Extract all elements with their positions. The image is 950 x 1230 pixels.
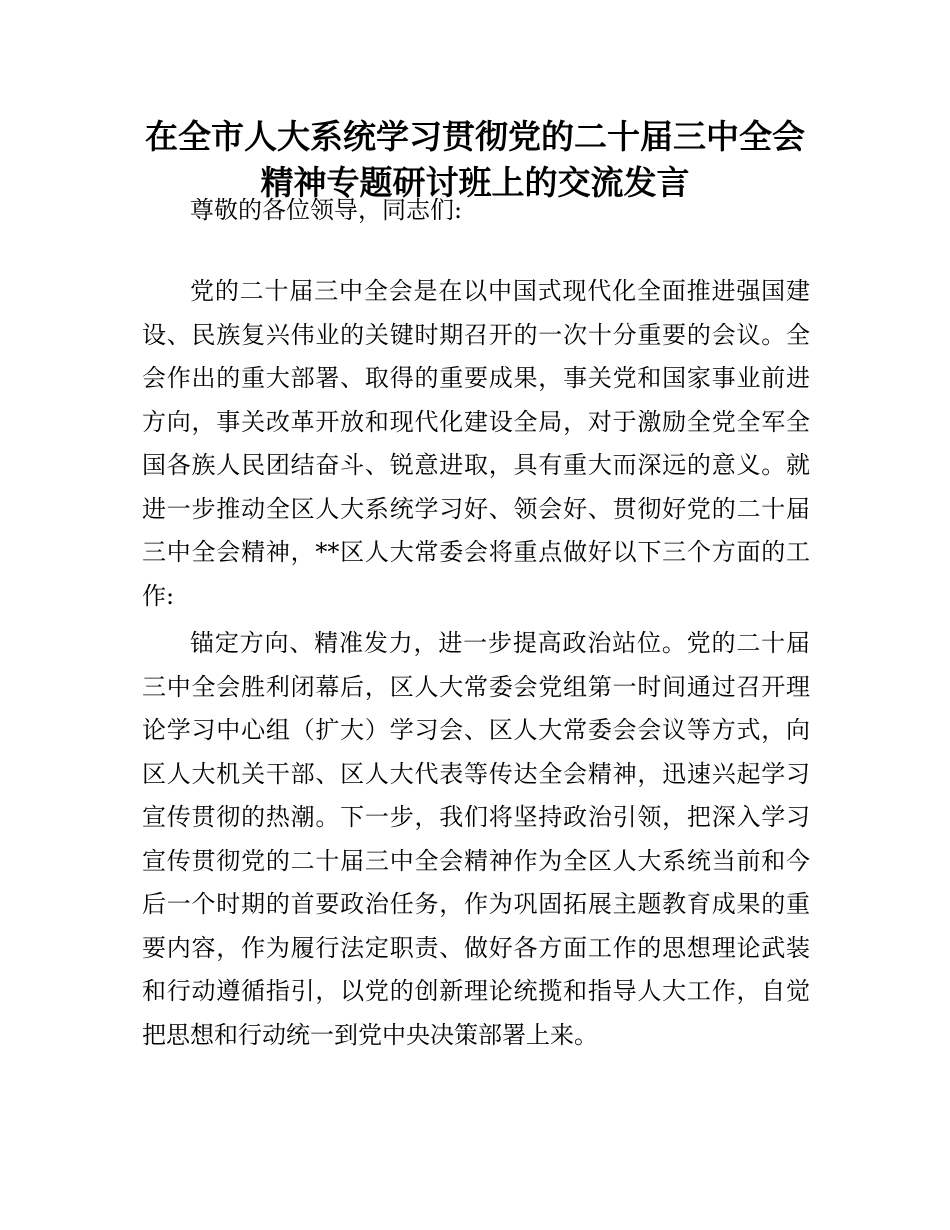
section-one-paragraph: 锚定方向、精准发力，进一步提高政治站位。党的二十届三中全会胜利闭幕后，区人大常委会党组第一时间通过召开理论学习中心组（扩大）学习会、区人大常委会会议等方式，向区人大机关干部、区人大代表等传达全会精神，迅速兴起学习宣传贯彻的热潮。下一步，我们将坚持政治引领，把深入学习宣传贯彻党的二十届三中全会精神作为全区人大系统当前和今后一个时期的首要政治任务，作为巩固拓展主题教育成果的重要内容，作为履行法定职责、做好各方面工作的思想理论武装和行动遵循指引，以党的创新理论统揽和指导人大工作，自觉把思想和行动统一到党中央决策部署上来。: [142, 629, 810, 1049]
document-title-line-2: 精神专题研讨班上的交流发言: [260, 163, 690, 202]
intro-paragraph: 党的二十届三中全会是在以中国式现代化全面推进强国建设、民族复兴伟业的关键时期召开的一次十分重要的会议。全会作出的重大部署、取得的重要成果，事关党和国家事业前进方向，事关改革开放和现代化建设全局，对于激励全党全军全国各族人民团结奋斗、锐意进取，具有重大而深远的意义。就进一步推动全区人大系统学习好、领会好、贯彻好党的二十届三中全会精神，**区人大常委会将重点做好以下三个方面的工作:: [142, 277, 810, 610]
document-title-line-1: 在全市人大系统学习贯彻党的二十届三中全会: [145, 117, 805, 156]
salutation-paragraph: 尊敬的各位领导，同志们:: [190, 196, 463, 224]
